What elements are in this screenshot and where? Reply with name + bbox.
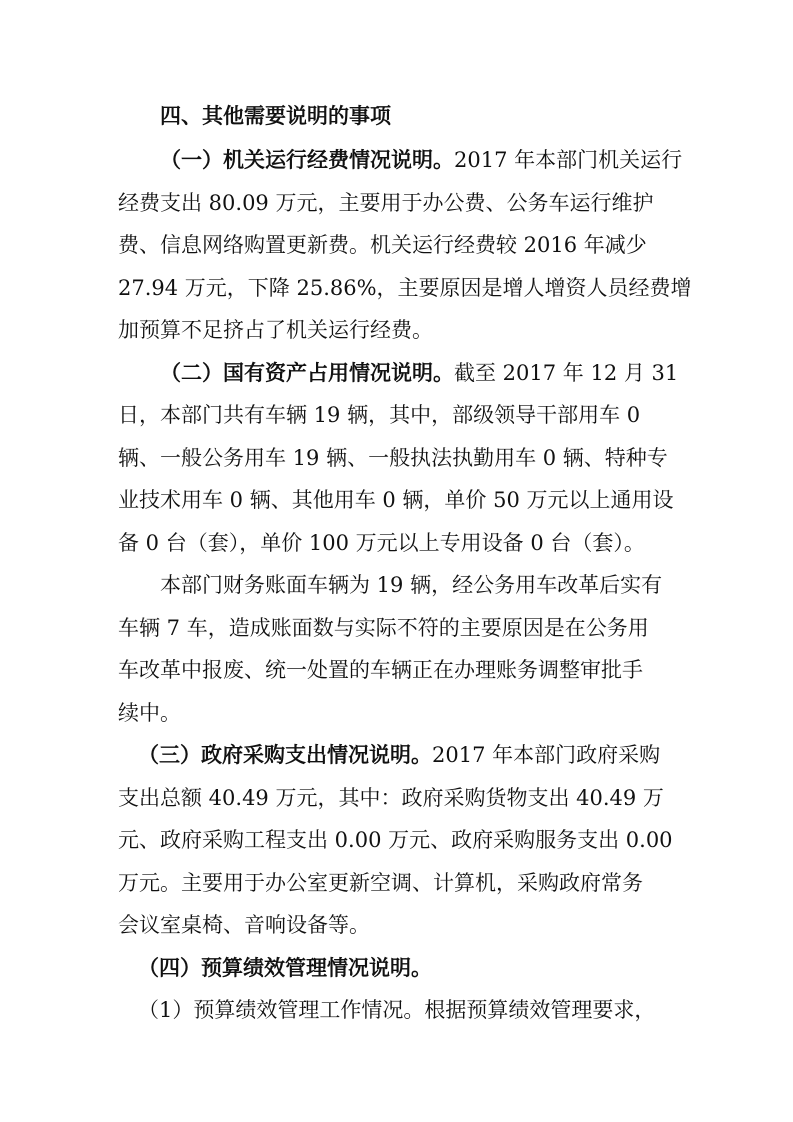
paragraph-line: 日，本部门共有车辆 19 辆，其中，部级领导干部用车 0	[118, 403, 641, 427]
paragraph-text: 2017 年本部门机关运行	[454, 148, 683, 172]
paragraph-heading: （二）国有资产占用情况说明。	[160, 361, 454, 385]
paragraph-line	[160, 358, 678, 388]
paragraph-line: 会议室桌椅、音响设备等。	[118, 913, 370, 937]
paragraph-line	[138, 740, 660, 770]
paragraph-line: 本部门财务账面车辆为 19 辆，经公务用车改革后实有	[160, 573, 663, 597]
paragraph-line: 备 0 台（套），单价 100 万元以上专用设备 0 台（套）。	[118, 531, 645, 555]
section-heading	[160, 101, 391, 131]
paragraph-line: 费、信息网络购置更新费。机关运行经费较 2016 年减少	[118, 233, 647, 257]
paragraph-text: 截至 2017 年 12 月 31	[454, 361, 679, 385]
paragraph-line	[160, 145, 682, 175]
paragraph-heading: （四）预算绩效管理情况说明。	[138, 956, 432, 980]
paragraph-text: 2017 年本部门政府采购	[432, 743, 661, 767]
paragraph-heading: （一）机关运行经费情况说明。	[160, 148, 454, 172]
paragraph-line: 万元。主要用于办公室更新空调、计算机，采购政府常务	[118, 871, 643, 895]
paragraph-line: 辆、一般公务用车 19 辆、一般执法执勤用车 0 辆、特种专	[118, 446, 668, 470]
paragraph-line: 加预算不足挤占了机关运行经费。	[118, 318, 433, 342]
paragraph-line: 支出总额 40.49 万元，其中：政府采购货物支出 40.49 万	[118, 786, 664, 810]
paragraph-heading: （三）政府采购支出情况说明。	[138, 743, 432, 767]
paragraph-line: 27.94 万元，下降 25.86%，主要原因是增人增资人员经费增	[118, 276, 692, 300]
paragraph-line: 业技术用车 0 辆、其他用车 0 辆，单价 50 万元以上通用设	[118, 488, 674, 512]
paragraph-line: 续中。	[118, 701, 181, 725]
paragraph-line: （1）预算绩效管理工作情况。根据预算绩效管理要求，	[138, 998, 656, 1022]
paragraph-line: 元、政府采购工程支出 0.00 万元、政府采购服务支出 0.00	[118, 828, 673, 852]
paragraph-line: 经费支出 80.09 万元，主要用于办公费、公务车运行维护	[118, 191, 654, 215]
paragraph-line: 车辆 7 车，造成账面数与实际不符的主要原因是在公务用	[118, 616, 649, 640]
section-heading-text: 四、其他需要说明的事项	[160, 104, 391, 128]
paragraph-line: 车改革中报废、统一处置的车辆正在办理账务调整审批手	[118, 658, 643, 682]
paragraph-line	[138, 953, 432, 983]
